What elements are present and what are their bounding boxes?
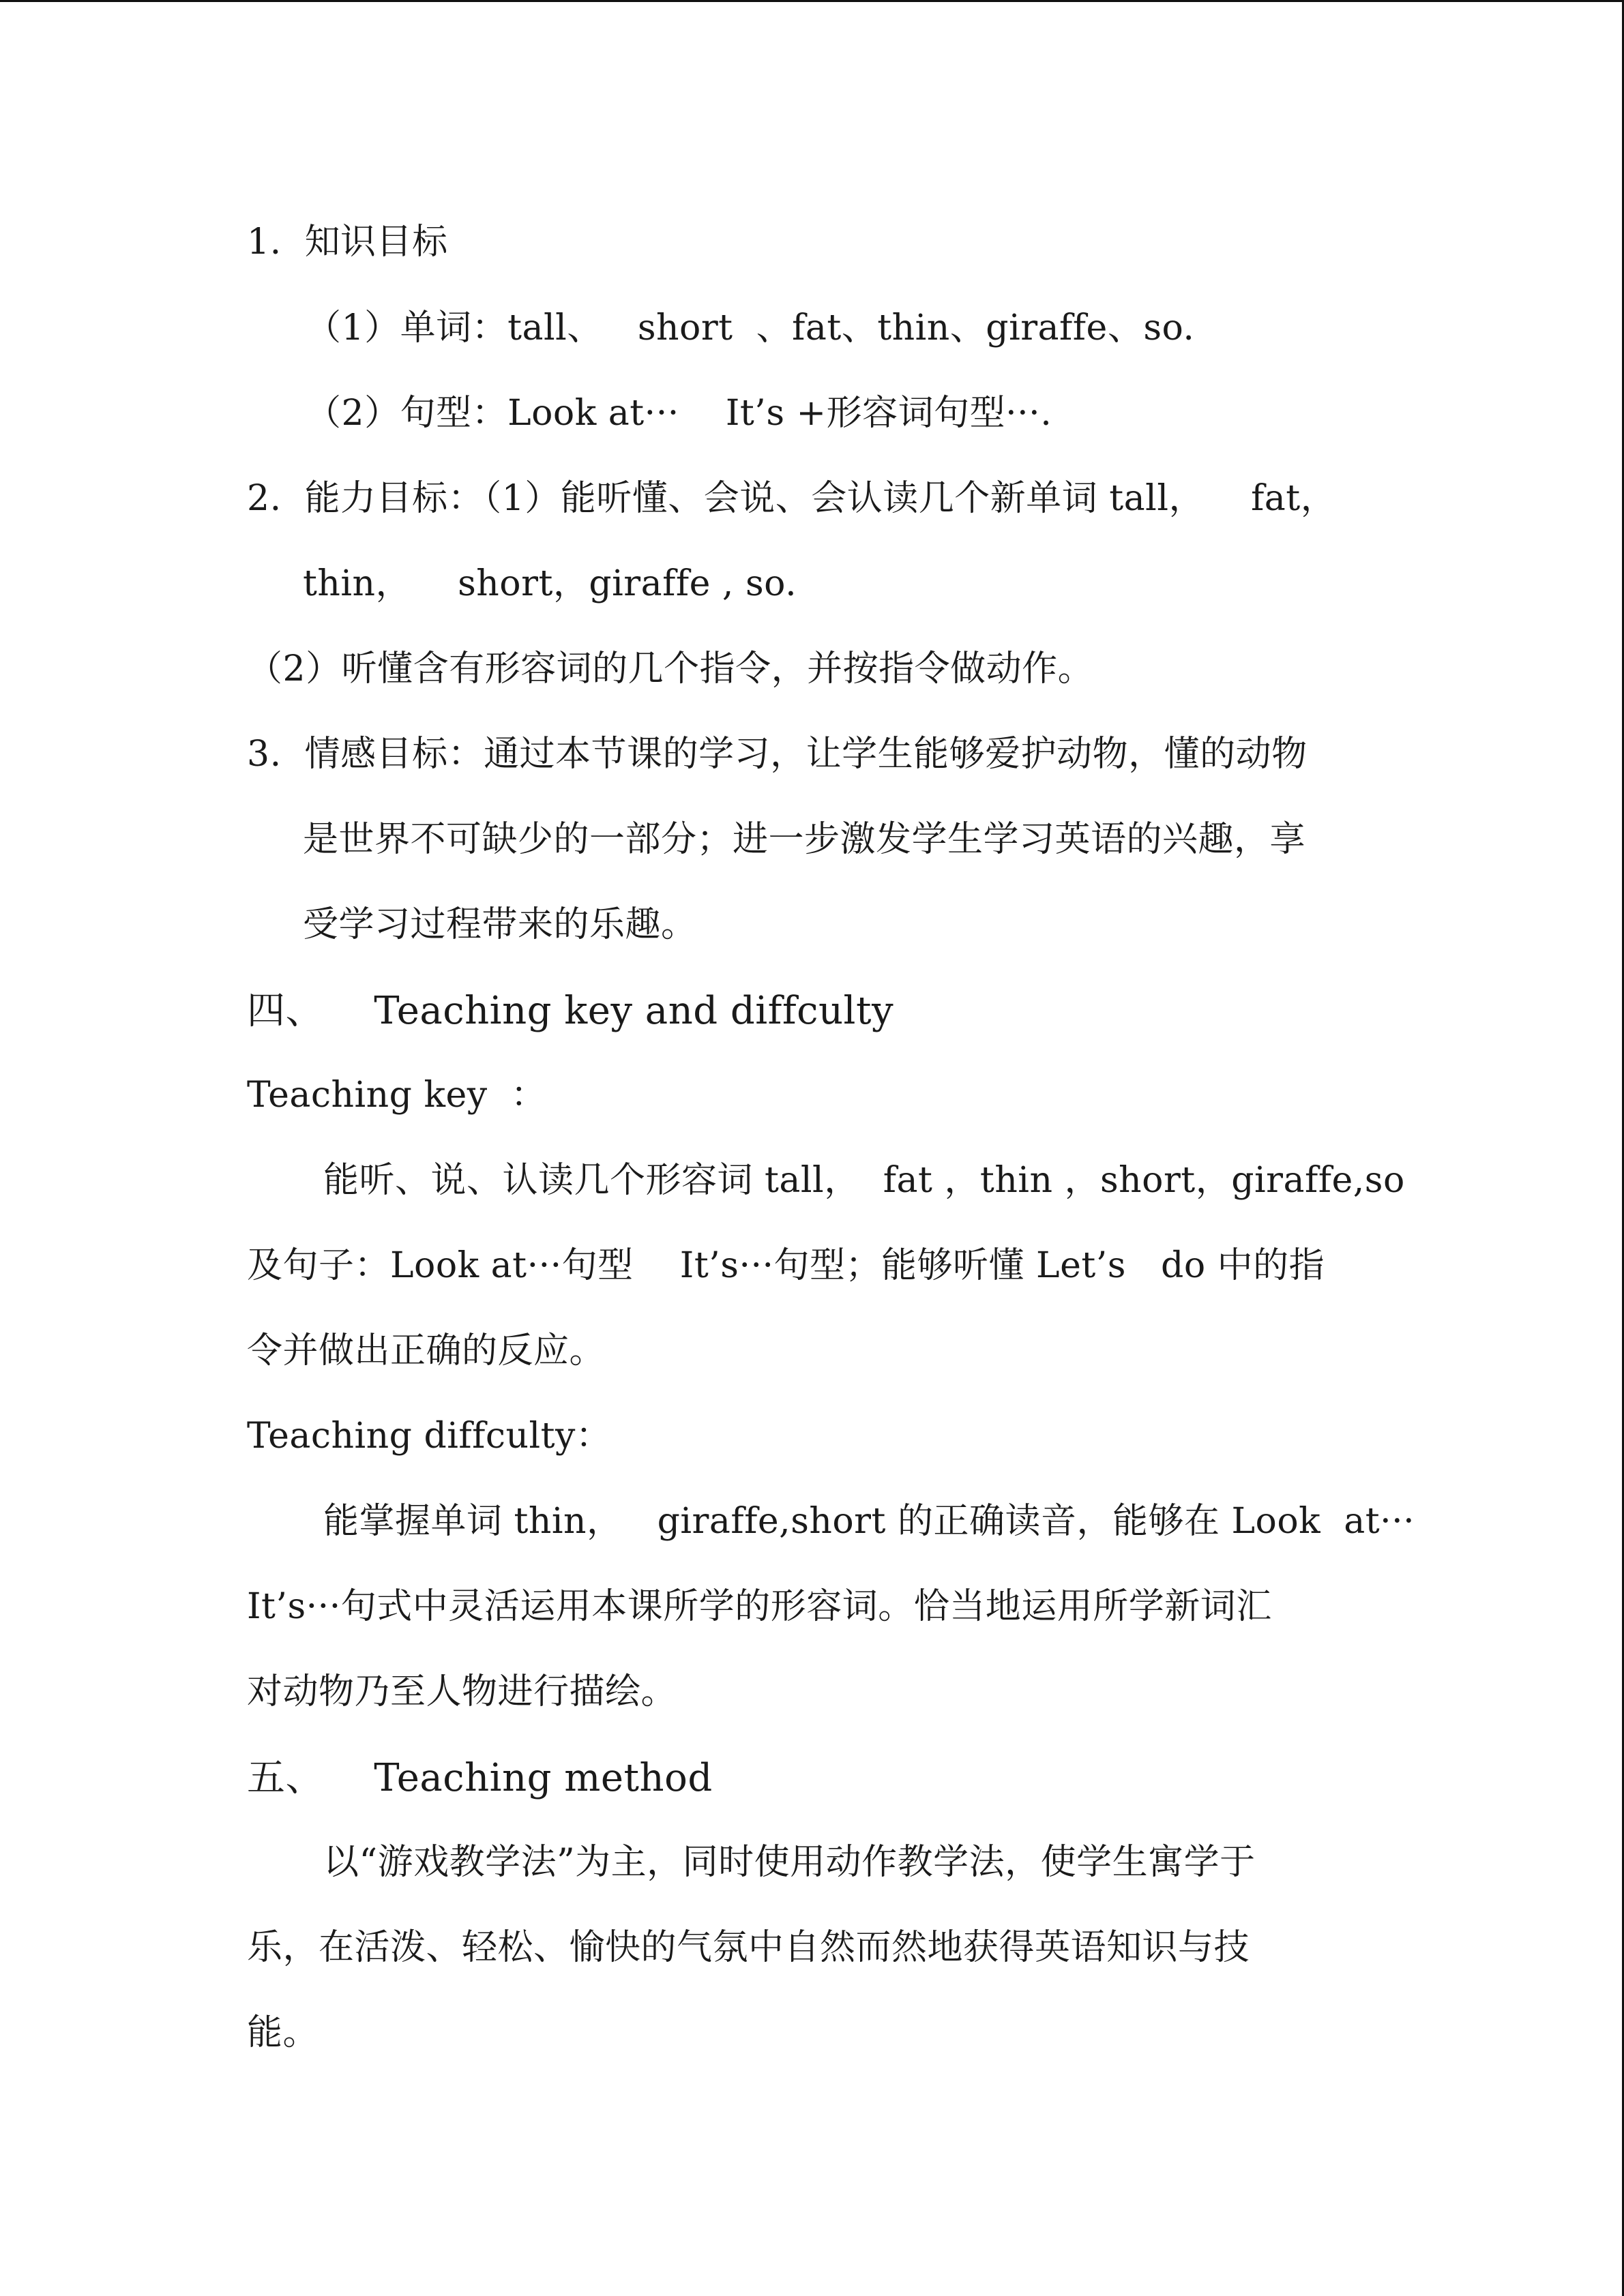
sentence-pattern-line: （2）句型：Look at··· It’s +形容词句型···. <box>306 393 1052 434</box>
teaching-method-line-1: 以“游戏教学法”为主，同时使用动作教学法，使学生寓学于 <box>323 1842 1256 1883</box>
emotion-goal-line: 3. 情感目标：通过本节课的学习，让学生能够爱护动物，懂的动物 <box>247 734 1308 775</box>
teaching-key-label: Teaching key ： <box>247 1075 547 1116</box>
teaching-method-line-3: 能。 <box>247 2012 319 2053</box>
ability-goal-words-line: thin， short，giraffe , so. <box>303 563 797 604</box>
emotion-goal-line-2: 是世界不可缺少的一部分；进一步激发学生学习英语的兴趣，享 <box>303 819 1306 860</box>
teaching-key-line-3: 令并做出正确的反应。 <box>247 1330 606 1371</box>
section-five-heading: 五、 Teaching method <box>247 1756 713 1800</box>
ability-goal-instructions-line: （2）听懂含有形容词的几个指令，并按指令做动作。 <box>247 648 1094 689</box>
teaching-difficulty-label: Teaching diffculty： <box>247 1416 612 1457</box>
ability-goal-line: 2. 能力目标：（1）能听懂、会说、会认读几个新单词 tall， fat， <box>247 478 1337 519</box>
teaching-key-line-2: 及句子：Look at···句型 It’s···句型；能够听懂 Let’s do 中的指 <box>247 1245 1325 1286</box>
knowledge-goal-heading: 1. 知识目标 <box>247 222 448 263</box>
emotion-goal-line-3: 受学习过程带来的乐趣。 <box>303 904 697 945</box>
teaching-difficulty-line-3: 对动物乃至人物进行描绘。 <box>247 1671 677 1712</box>
teaching-key-line-1: 能听、说、认读几个形容词 tall， fat ，thin ，short，giraffe,so <box>323 1160 1405 1201</box>
teaching-difficulty-line-1: 能掌握单词 thin， giraffe,short 的正确读音，能够在 Look at··· <box>323 1501 1415 1542</box>
section-four-heading: 四、 Teaching key and diffculty <box>247 989 894 1033</box>
teaching-difficulty-line-2: It’s···句式中灵活运用本课所学的形容词。恰当地运用所学新词汇 <box>247 1586 1272 1627</box>
vocabulary-line: （1）单词：tall、 short 、fat、thin、giraffe、so. <box>306 308 1195 348</box>
teaching-method-line-2: 乐，在活泼、轻松、愉快的气氛中自然而然地获得英语知识与技 <box>247 1927 1250 1968</box>
